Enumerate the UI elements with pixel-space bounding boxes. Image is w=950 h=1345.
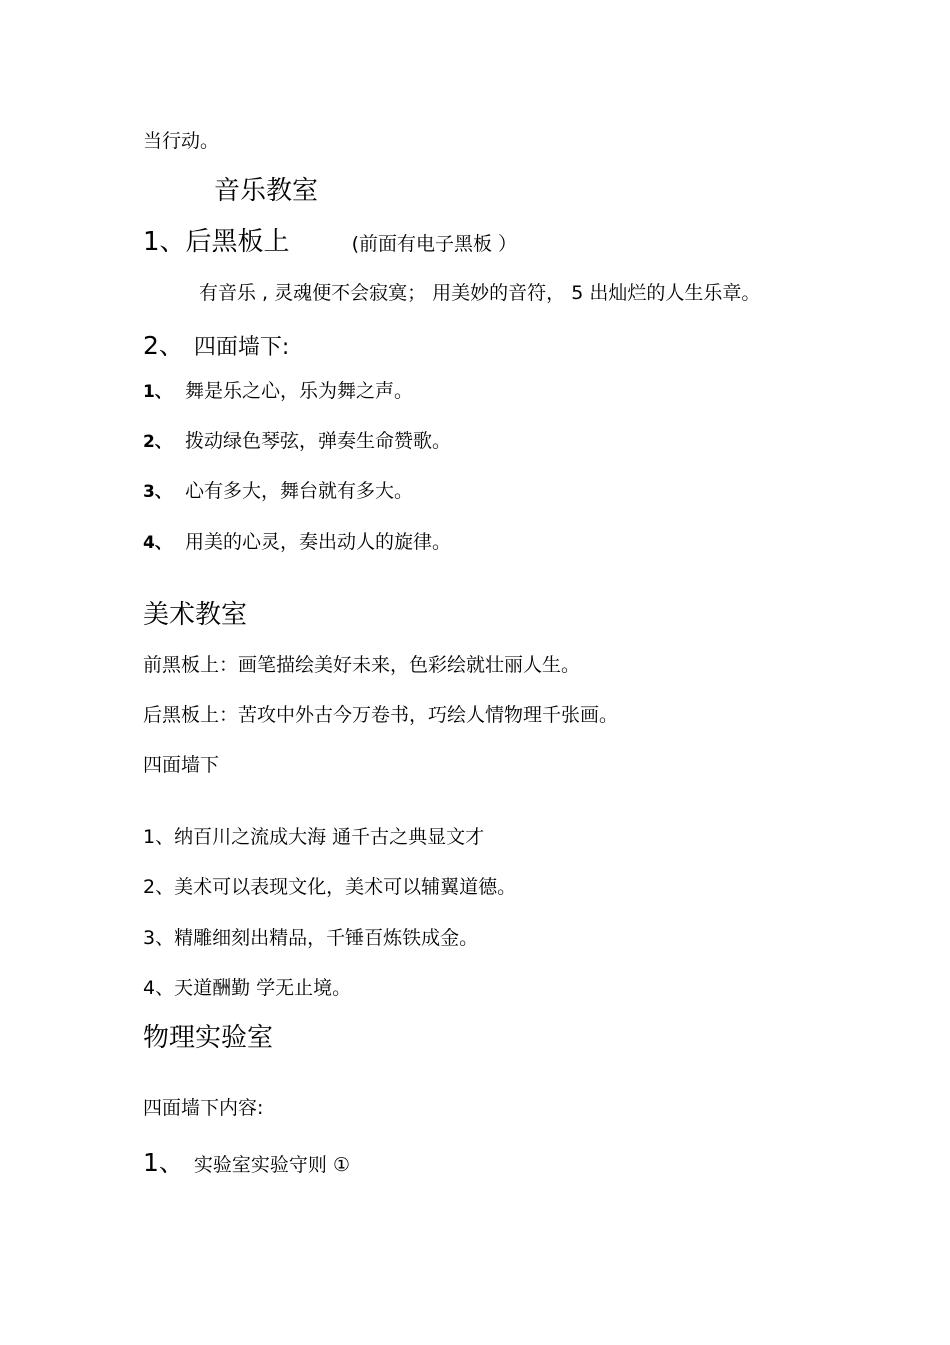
music-list-num: 3、: [143, 482, 172, 502]
physics-item-1-text: 实验室实验守则 ①: [193, 1154, 350, 1176]
music-item-2: [143, 333, 289, 359]
music-list-item: [143, 432, 451, 451]
music-list-num: 2、: [143, 432, 172, 452]
art-back-board: 后黑板上：苦攻中外古今万卷书，巧绘人情物理千张画。: [143, 704, 619, 726]
art-room-title: 美术教室: [143, 600, 248, 630]
physics-item-1: [143, 1150, 350, 1176]
music-list-text: 拨动绿色琴弦，弹奏生命赞歌。: [185, 430, 452, 452]
art-list-item: 3、精雕细刻出精品，千锤百炼铁成金。: [143, 927, 479, 949]
music-room-title: 音乐教室: [214, 176, 319, 206]
music-list-text: 舞是乐之心，乐为舞之声。: [185, 380, 414, 402]
art-walls-heading: 四面墙下: [143, 754, 220, 776]
music-item-2-label: 四面墙下:: [193, 335, 290, 360]
art-list-item: 1、纳百川之流成大海 通千古之典显文才: [143, 826, 485, 848]
music-list-text: 心有多大，舞台就有多大。: [185, 480, 414, 502]
music-list-text: 用美的心灵，奏出动人的旋律。: [185, 531, 452, 553]
physics-walls-heading: 四面墙下内容:: [143, 1097, 264, 1119]
music-item-1-note: (前面有电子黑板 ）: [351, 233, 518, 255]
music-list-item: [143, 482, 413, 501]
music-item-1: [143, 229, 517, 255]
music-item-2-num: 2、: [143, 331, 184, 360]
music-item-1-label: 后黑板上: [185, 227, 290, 257]
music-list-item: [143, 382, 413, 401]
music-list-num: 1、: [143, 382, 172, 402]
physics-item-1-num: 1、: [143, 1148, 184, 1177]
top-line: 当行动。: [143, 130, 220, 152]
art-list-item: 2、美术可以表现文化，美术可以辅翼道德。: [143, 876, 517, 898]
music-item-1-num: 1、: [143, 227, 186, 257]
music-item-1-text: 有音乐 , 灵魂便不会寂寞； 用美妙的音符， 5 出灿烂的人生乐章。: [199, 282, 761, 304]
physics-lab-title: 物理实验室: [143, 1023, 274, 1053]
music-list-num: 4、: [143, 533, 172, 553]
art-front-board: 前黑板上：画笔描绘美好未来，色彩绘就壮丽人生。: [143, 654, 581, 676]
music-list-item: [143, 533, 451, 552]
art-list-item: 4、天道酬勤 学无止境。: [143, 977, 352, 999]
